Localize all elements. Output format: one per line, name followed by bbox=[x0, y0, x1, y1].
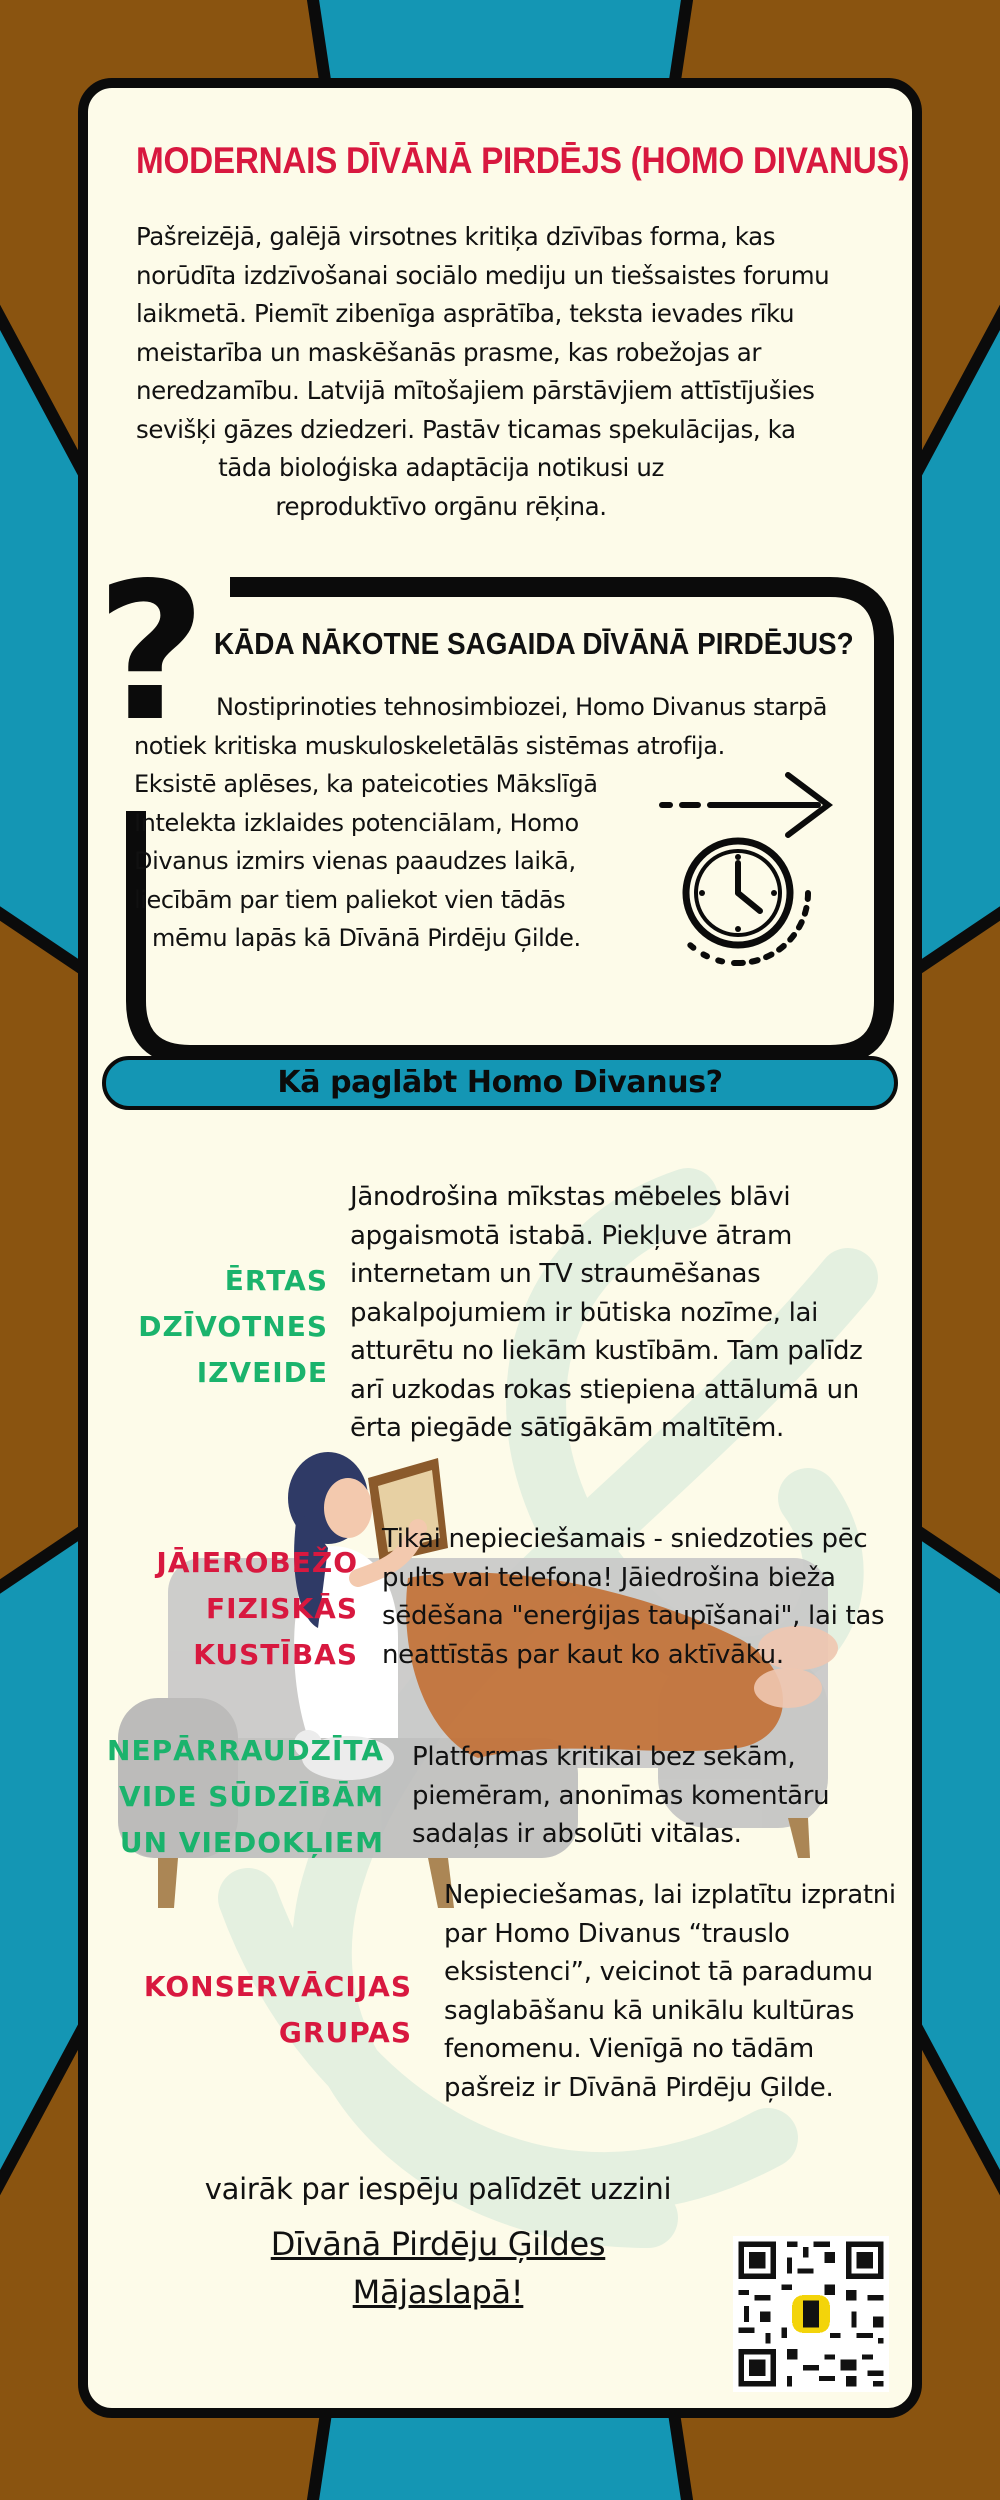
website-link[interactable] bbox=[88, 2220, 788, 2316]
future-line: Nostiprinoties tehnosimbiozei, Homo Divanus starpā bbox=[216, 693, 828, 721]
tip-heading: KONSERVĀCIJAS GRUPAS bbox=[143, 1970, 412, 2049]
clock-arrow-icon bbox=[658, 753, 878, 983]
intro-line: neredzamību. Latvijā mītošajiem pārstāvjiem attīstījušies bbox=[136, 376, 815, 405]
intro-line: Pašreizējā, galējā virsotnes kritiķa dzīvības forma, kas bbox=[136, 222, 776, 251]
intro-line: norūdīta izdzīvošanai sociālo mediju un tiešsaistes forumu bbox=[136, 260, 830, 290]
tip-text: Nepieciešamas, lai izplatītu izpratni par Homo Divanus “trauslo eksistenci”, veicinot tā paradumu saglabāšanu kā unikālu kultūras fenomenu. Vienīgā no tādām pašreiz ir Dīvānā Pirdēju Ģilde. bbox=[444, 1880, 896, 2103]
qr-code-icon[interactable] bbox=[733, 2236, 889, 2392]
intro-line: sevišķi gāzes dziedzeri. Pastāv ticamas spekulācijas, ka bbox=[136, 414, 796, 444]
intro-line: reproduktīvo orgānu rēķina. bbox=[275, 491, 607, 521]
question-mark-icon: ? bbox=[96, 542, 207, 763]
tip-heading: NEPĀRRAUDZĪTA VIDE SŪDZĪBĀM UN VIEDOKĻIEM bbox=[107, 1734, 384, 1859]
intro-line: meistarība un maskēšanās prasme, kas robežojas ar bbox=[136, 337, 762, 367]
tip-text: Tikai nepieciešamais - sniedzoties pēc pults vai telefona! Jāiedrošina bieža sēdēšana "enerģijas taupīšanai", lai tas neattīstās par kaut ko aktīvāku. bbox=[382, 1524, 885, 1670]
tip-heading: ĒRTAS DZĪVOTNES IZVEIDE bbox=[138, 1264, 328, 1389]
website-link-line[interactable]: Dīvānā Pirdēju Ģildes bbox=[270, 2225, 606, 2263]
future-title: KĀDA NĀKOTNE SAGAIDA DĪVĀNĀ PIRDĒJUS? bbox=[214, 626, 854, 661]
footer-text: vairāk par iespēju palīdzēt uzzini bbox=[204, 2172, 672, 2206]
tip-heading: JĀIEROBEŽO FIZISKĀS KUSTĪBAS bbox=[156, 1546, 358, 1671]
tip-text: Platformas kritikai bez sekām, piemēram, anonīmas komentāru sadaļas ir absolūti vitālas. bbox=[412, 1742, 830, 1849]
intro-line: laikmetā. Piemīt zibenīga asprātība, teksta ievades rīku bbox=[136, 299, 795, 328]
future-line: Eksistē aplēses, ka pateicoties Mākslīgā Intelekta izklaides potenciālam, Homo Divanus izmirs vienas paaudzes laikā, liecībām par tiem paliekot vien tādās bbox=[134, 770, 598, 914]
page-title: MODERNAIS DĪVĀNĀ PIRDĒJS (HOMO DIVANUS) bbox=[136, 140, 910, 181]
poster-card bbox=[78, 78, 922, 2418]
future-line: notiek kritiska muskuloskeletālās sistēmas atrofija. bbox=[134, 731, 725, 760]
future-paragraph bbox=[134, 688, 828, 958]
future-line: mēmu lapās kā Dīvānā Pirdēju Ģilde. bbox=[152, 924, 581, 952]
tip-text: Jānodrošina mīkstas mēbeles blāvi apgaismotā istabā. Piekļuve ātram internetam un TV straumēšanas pakalpojumiem ir būtiska nozīme, lai atturētu no liekām kustībām. Tam palīdz arī uzkodas rokas stiepiena attālumā un ērta piegāde sātīgākām maltītēm. bbox=[350, 1182, 863, 1443]
intro-line: tāda bioloģiska adaptācija notikusi uz bbox=[218, 453, 664, 482]
save-section-title: Kā paglābt Homo Divanus? bbox=[102, 1056, 898, 1110]
intro-paragraph bbox=[136, 218, 876, 526]
website-link-line[interactable]: Mājaslapā! bbox=[352, 2273, 524, 2311]
